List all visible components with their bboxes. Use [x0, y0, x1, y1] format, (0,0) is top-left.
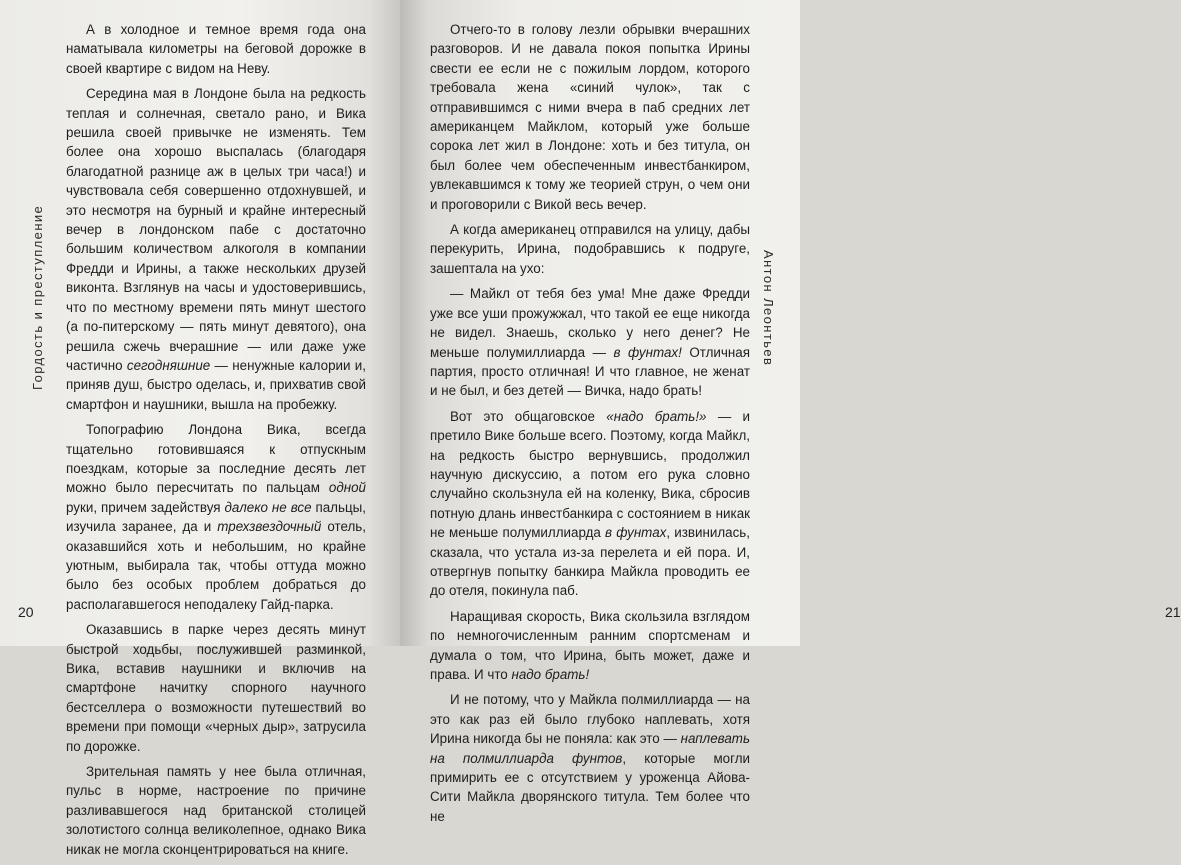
italic-phrase: в фунтах	[605, 525, 667, 541]
text-run: пальцы, изучила заранее, да и	[66, 499, 366, 535]
text-run: А когда американец отправился на улицу, дабы перекурить, Ирина, подобравшись к подруге, зашептала на ухо:	[430, 222, 750, 276]
paragraph	[430, 690, 750, 826]
text-run: руки, причем задействуя	[66, 499, 225, 515]
italic-phrase: далеко не все	[224, 499, 312, 515]
paragraph	[430, 607, 750, 685]
text-run: И не потому, что у Майкла полмиллиарда — на это как раз ей было глубоко наплевать, хотя Ирина никогда бы не поняла: как это —	[430, 692, 750, 747]
paragraph	[66, 620, 366, 756]
text-run: , извинилась, сказала, что устала из-за перелета и ей пора. И, отвергнув попытку банкира Майкла проводить ее до отеля, покинула паб.	[430, 525, 750, 599]
italic-phrase: «надо брать!»	[606, 408, 707, 424]
text-run: Оказавшись в парке через десять минут быстрой ходьбы, послужившей разминкой, Вика, вставив наушники и включив на смартфоне начитку спорного научного бестселлера о возможности путешествий во времени при помощи «черных дыр», затрусила по дорожке.	[66, 622, 366, 754]
italic-phrase: в фунтах!	[613, 344, 682, 360]
paragraph	[430, 407, 750, 601]
left-page	[0, 0, 400, 857]
right-running-head: Антон Леонтьев	[761, 250, 776, 367]
italic-phrase: сегодняшние	[126, 357, 211, 373]
paragraph	[66, 762, 366, 859]
text-run: — и претило Вике больше всего. Поэтому, когда Майкл, на редкость быстро вернувшись, продолжил научную дискуссию, а потом его рука словно случайно скользнула ей на коленку, Вика, сбросив потную длань инвестбанкира с состоянием в никак не меньше полумиллиарда	[430, 408, 751, 541]
text-run: Топографию Лондона Вика, всегда тщательно готовившаяся к отпускным поездкам, которые за последние десять лет можно было пересчитать по пальцам	[66, 422, 366, 496]
text-run: А в холодное и темное время года она наматывала километры на беговой дорожке в своей квартире с видом на Неву.	[66, 22, 366, 76]
italic-phrase: наплевать на полмиллиарда фунтов	[430, 731, 750, 766]
left-page-text	[66, 20, 366, 865]
text-run: — Майкл от тебя без ума! Мне даже Фредди уже все уши прожужжал, что такой ее еще никогда не видел. Знаешь, сколько у него денег? Не меньше полумиллиарда —	[430, 286, 750, 360]
text-run: Отчего-то в голову лезли обрывки вчерашних разговоров. И не давала покоя попытка Ирины свести ее если не с пожилым лордом, которого требовала жена «синий чулок», так с отправившимся с ними вчера в паб средних лет американцем Майклом, который уже больше сорока лет жил в Лондоне: хоть и без титула, он был более чем обеспеченным инвестбанкиром, увлекавшимся к тому же теорией струн, о чем они и проговорили с Викой весь вечер.	[430, 22, 750, 212]
left-running-head: Гордость и преступление	[30, 204, 45, 390]
paragraph	[430, 284, 750, 400]
paragraph	[66, 420, 366, 614]
text-run: Вот это общаговское	[450, 408, 607, 424]
text-run: , которые могли примирить ее с отсутствием у уроженца Айова-Сити Майкла дворянского титула. Тем более что не	[430, 750, 750, 824]
right-page-text	[430, 20, 750, 832]
italic-phrase: надо брать!	[511, 667, 590, 682]
right-page-number: 21	[1165, 604, 1181, 620]
paragraph	[430, 20, 750, 214]
text-run: Наращивая скорость, Вика скользила взглядом по немногочисленным ранним спортсменам и думала о том, что Ирина, быть может, даже и права. И что	[430, 608, 750, 682]
left-page-number: 20	[18, 604, 34, 620]
italic-phrase: одной	[328, 480, 366, 496]
right-page	[400, 0, 1181, 824]
text-run: Середина мая в Лондоне была на редкость теплая и солнечная, светало рано, и Вика решила своей привычке не изменять. Тем более она хорошо выспалась (благодаря благодатной разнице аж в целых три часа!) и чувствовала себя совершенно отдохнувшей, и это несмотря на бурный и крайне интересный вечер в лондонском пабе с достаточно большим количеством алкоголя в компании Фредди и Ирины, а также нескольких друзей виконта. Взглянув на часы и удостоверившись, что по местному времени пять минут шестого (а по-питерскому — пять минут девятого), она решила сжечь вчерашние — или даже уже частично	[66, 86, 366, 373]
paragraph	[66, 20, 366, 78]
text-run: Отличная партия, просто отличная! И что главное, не женат и не был, и без детей — Вичка, надо брать!	[430, 344, 750, 399]
text-run: отель, оказавшийся хоть и небольшим, но крайне уютным, выбирала так, чтобы оттуда можно было без особых проблем добраться до располагавшегося неподалеку Гайд-парка.	[66, 519, 366, 612]
text-run: Зрительная память у нее была отличная, пульс в норме, настроение по причине разливавшегося над британской столицей золотистого солнца великолепное, однако Вика никак не могла сконцентрироваться на книге.	[66, 764, 366, 857]
paragraph	[430, 220, 750, 278]
text-run: — ненужные калории и, приняв душ, быстро оделась, и, прихватив свой смартфон и наушники, вышла на пробежку.	[66, 357, 366, 412]
italic-phrase: трехзвездочный	[217, 519, 322, 535]
paragraph	[66, 84, 366, 414]
